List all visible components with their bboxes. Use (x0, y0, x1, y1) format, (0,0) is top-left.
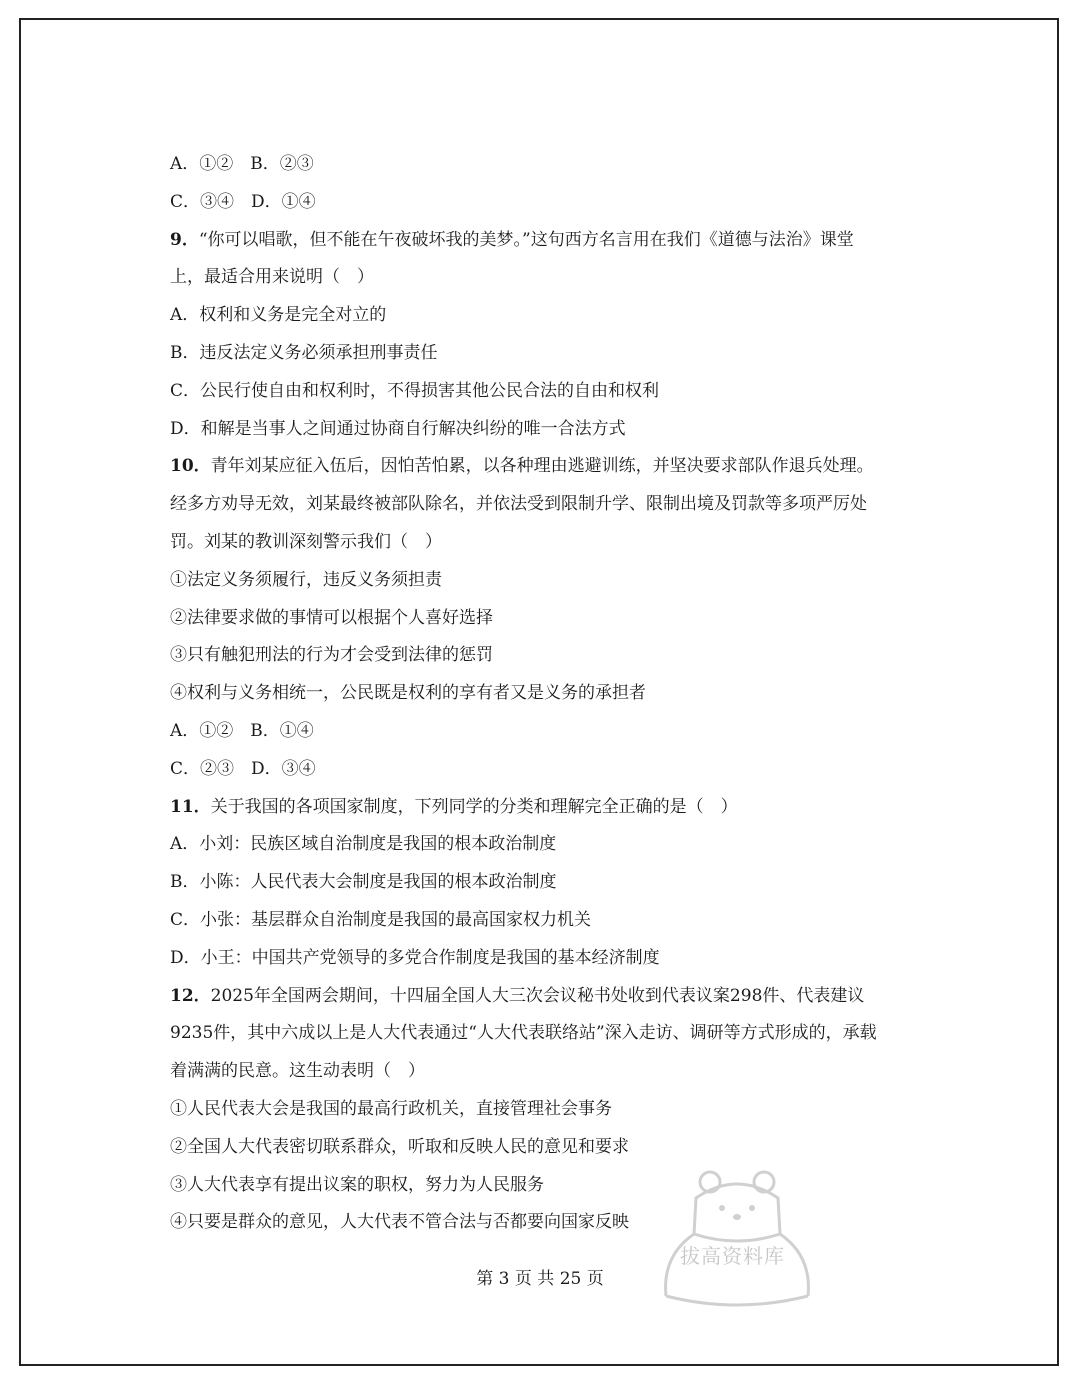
option-line: A．①② B．②③ (170, 154, 314, 174)
option-line: D．和解是当事人之间通过协商自行解决纠纷的唯一合法方式 (170, 418, 626, 439)
statement-line: ①法定义务须履行，违反义务须担责 (170, 569, 442, 590)
option-line: A．①② B．①④ (170, 720, 314, 741)
question-number: 11． (170, 796, 211, 817)
question-10-stem-cont: 经多方劝导无效，刘某最终被部队除名，并依法受到限制升学、限制出境及罚款等多项严厉处 (170, 494, 867, 515)
statement-line: ①人民代表大会是我国的最高行政机关，直接管理社会事务 (170, 1098, 612, 1119)
question-number: 9． (170, 229, 199, 250)
question-10-stem-cont: 罚。刘某的教训深刻警示我们（ ） (170, 531, 442, 552)
question-12-stem: 12．2025年全国两会期间，十四届全国人大三次会议秘书处收到代表议案298件、代表建议 (170, 985, 865, 1006)
watermark-text: 拔高资料库 (680, 1244, 785, 1268)
question-number: 12． (170, 985, 211, 1006)
question-10-stem: 10．青年刘某应征入伍后，因怕苦怕累，以各种理由逃避训练，并坚决要求部队作退兵处理。 (170, 456, 874, 477)
statement-line: ②全国人大代表密切联系群众，听取和反映人民的意见和要求 (170, 1136, 629, 1157)
statement-line: ③人大代表享有提出议案的职权，努力为人民服务 (170, 1174, 544, 1195)
page-content (170, 146, 920, 1242)
question-12-stem-cont: 9235件，其中六成以上是人大代表通过“人大代表联络站”深入走访、调研等方式形成的，承载 (170, 1023, 877, 1044)
option-line: C．②③ D．③④ (170, 758, 316, 779)
question-9-stem-cont: 上，最适合用来说明（ ） (170, 267, 374, 288)
option-line: D．小王：中国共产党领导的多党合作制度是我国的基本经济制度 (170, 947, 660, 968)
question-12-stem-cont: 着满满的民意。这生动表明（ ） (170, 1061, 425, 1082)
question-9-stem: 9．“你可以唱歌，但不能在午夜破坏我的美梦。”这句西方名言用在我们《道德与法治》课堂 (170, 229, 854, 250)
option-line: A．小刘：民族区域自治制度是我国的根本政治制度 (170, 834, 557, 855)
option-line: A．权利和义务是完全对立的 (170, 305, 387, 326)
bear-watermark-icon (652, 1168, 822, 1308)
option-line: C．小张：基层群众自治制度是我国的最高国家权力机关 (170, 909, 592, 930)
question-number: 10． (170, 456, 211, 477)
option-line: C．③④ D．①④ (170, 191, 316, 212)
option-line: C．公民行使自由和权利时，不得损害其他公民合法的自由和权利 (170, 380, 660, 401)
option-line: B．小陈：人民代表大会制度是我国的根本政治制度 (170, 872, 557, 893)
statement-line: ③只有触犯刑法的行为才会受到法律的惩罚 (170, 645, 493, 666)
statement-line: ④只要是群众的意见，人大代表不管合法与否都要向国家反映 (170, 1212, 629, 1233)
option-line: B．违反法定义务必须承担刑事责任 (170, 342, 438, 363)
question-11-stem: 11．关于我国的各项国家制度，下列同学的分类和理解完全正确的是（ ） (170, 796, 738, 817)
statement-line: ②法律要求做的事情可以根据个人喜好选择 (170, 607, 493, 628)
statement-line: ④权利与义务相统一，公民既是权利的享有者又是义务的承担者 (170, 683, 646, 704)
page-footer: 第 3 页 共 25 页 (476, 1269, 604, 1289)
